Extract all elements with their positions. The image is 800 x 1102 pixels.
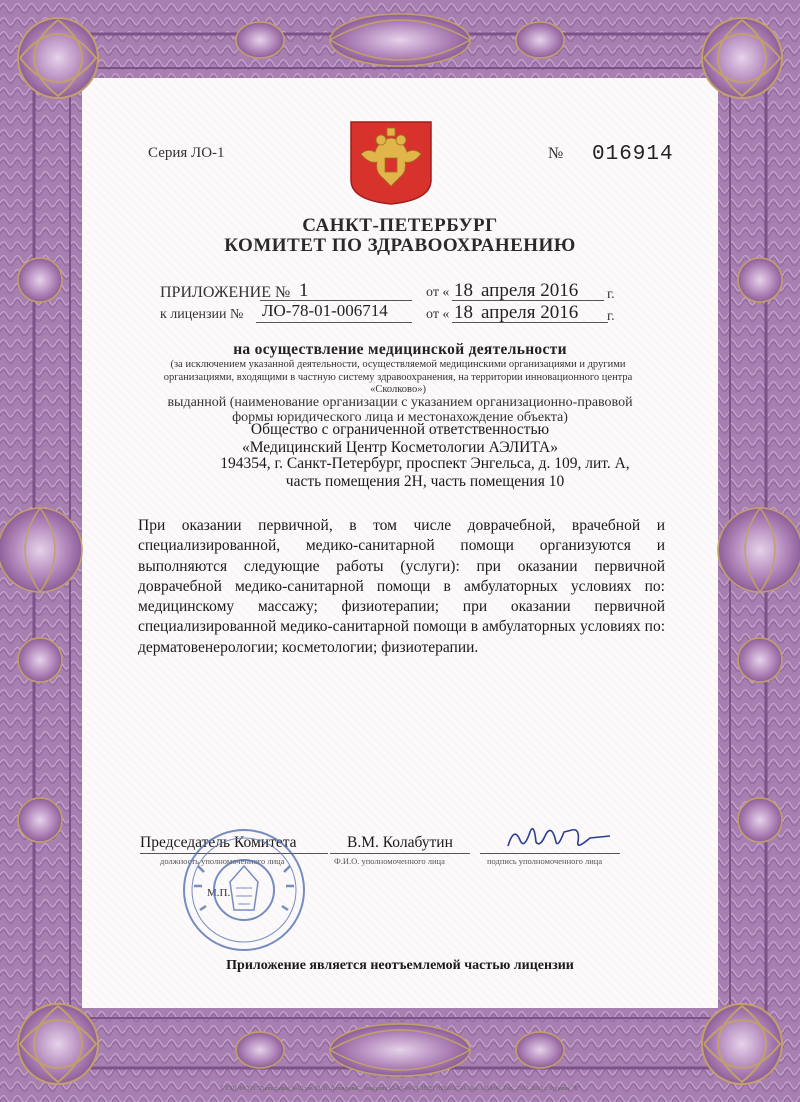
corner-ornament-top-left [18, 18, 98, 98]
appendix-month-year: апреля 2016 [481, 280, 579, 301]
address-line-1: 194354, г. Санкт-Петербург, проспект Энгельса, д. 109, лит. А, [220, 455, 630, 472]
form-number: 016914 [592, 143, 674, 166]
address-line-2: часть помещения 2Н, часть помещения 10 [285, 473, 565, 490]
services-description: При оказании первичной, в том числе доврачебной, врачебной и специализированной, медико-санитарной помощи организуются и выполняются следующие работы (услуги): при оказании первичной доврачебной медико-санитарной помощи в амбулаторных условиях по: медицинскому массажу; физиотерапии; при оказании первичной специализированной медико-санитарной помощи в амбулаторных условиях по: дерматовенерологии; косметологии; физиотерапии. [138, 517, 665, 656]
appendix-statement: Приложение является неотъемлемой частью лицензии [226, 958, 574, 973]
activity-exception-note: (за исключением указанной деятельности, осуществляемой медицинскими организациями и другими организациями, входящими в частную систему здравоохранения, на территории инновационного центра «Сколково») [163, 359, 633, 395]
coat-of-arms-icon [349, 120, 433, 206]
appendix-day: 18 [454, 280, 473, 301]
appendix-label: ПРИЛОЖЕНИЕ № [160, 284, 291, 301]
organization-title: «Медицинский Центр Косметологии АЭЛИТА» [241, 439, 558, 456]
license-date-prefix: от « [426, 307, 450, 322]
role-caption: должность уполномоченного лица [160, 856, 285, 866]
organization-form: Общество с ограниченной ответственностью [250, 421, 550, 438]
license-number: ЛО-78-01-006714 [262, 301, 388, 320]
authority-committee: КОМИТЕТ ПО ЗДРАВООХРАНЕНИЮ [224, 235, 576, 256]
license-month-year: апреля 2016 [481, 302, 579, 323]
corner-ornament-bottom-right [702, 1004, 782, 1084]
bottom-center-ornament [236, 1024, 564, 1076]
license-number-underline [256, 322, 412, 323]
series-label: Серия ЛО-1 [148, 145, 225, 161]
appendix-number: 1 [299, 280, 309, 301]
handwritten-signature [500, 818, 620, 858]
authority-city: САНКТ-ПЕТЕРБУРГ [302, 215, 498, 236]
issued-label: выданной (наименование организации с указанием организационно-правовой формы юридического лица и местонахождение объекта) [167, 395, 633, 425]
printer-imprint: © ГЗП ФГУП "Типография №12 им. М. Н. Лоханкова". Лицензия 05-05-09/19. ИНН 7808032741. Зак. 1568/96. Тир. 2500. 2015 г. Уровень "Б" [219, 1086, 581, 1092]
name-underline [330, 853, 470, 854]
license-year-suffix: г. [607, 309, 615, 324]
activity-title: на осуществление медицинской деятельности [233, 341, 567, 358]
organization-address [170, 455, 680, 491]
license-day: 18 [454, 302, 473, 323]
appendix-date-prefix: от « [426, 285, 450, 300]
signature-caption: подпись уполномоченного лица [487, 856, 603, 866]
license-label: к лицензии № [160, 307, 244, 322]
organization-name [170, 421, 630, 457]
stamp-placeholder-label: М.П. [207, 887, 231, 899]
corner-ornament-bottom-left [18, 1004, 98, 1084]
corner-ornament-top-right [702, 18, 782, 98]
signatory-name: В.М. Колабутин [347, 834, 453, 851]
signatory-role: Председатель Комитета [140, 834, 297, 851]
number-sign: № [548, 145, 564, 162]
appendix-year-suffix: г. [607, 287, 615, 302]
name-caption: Ф.И.О. уполномоченного лица [334, 856, 445, 866]
top-center-ornament [236, 14, 564, 66]
official-seal [178, 826, 310, 954]
